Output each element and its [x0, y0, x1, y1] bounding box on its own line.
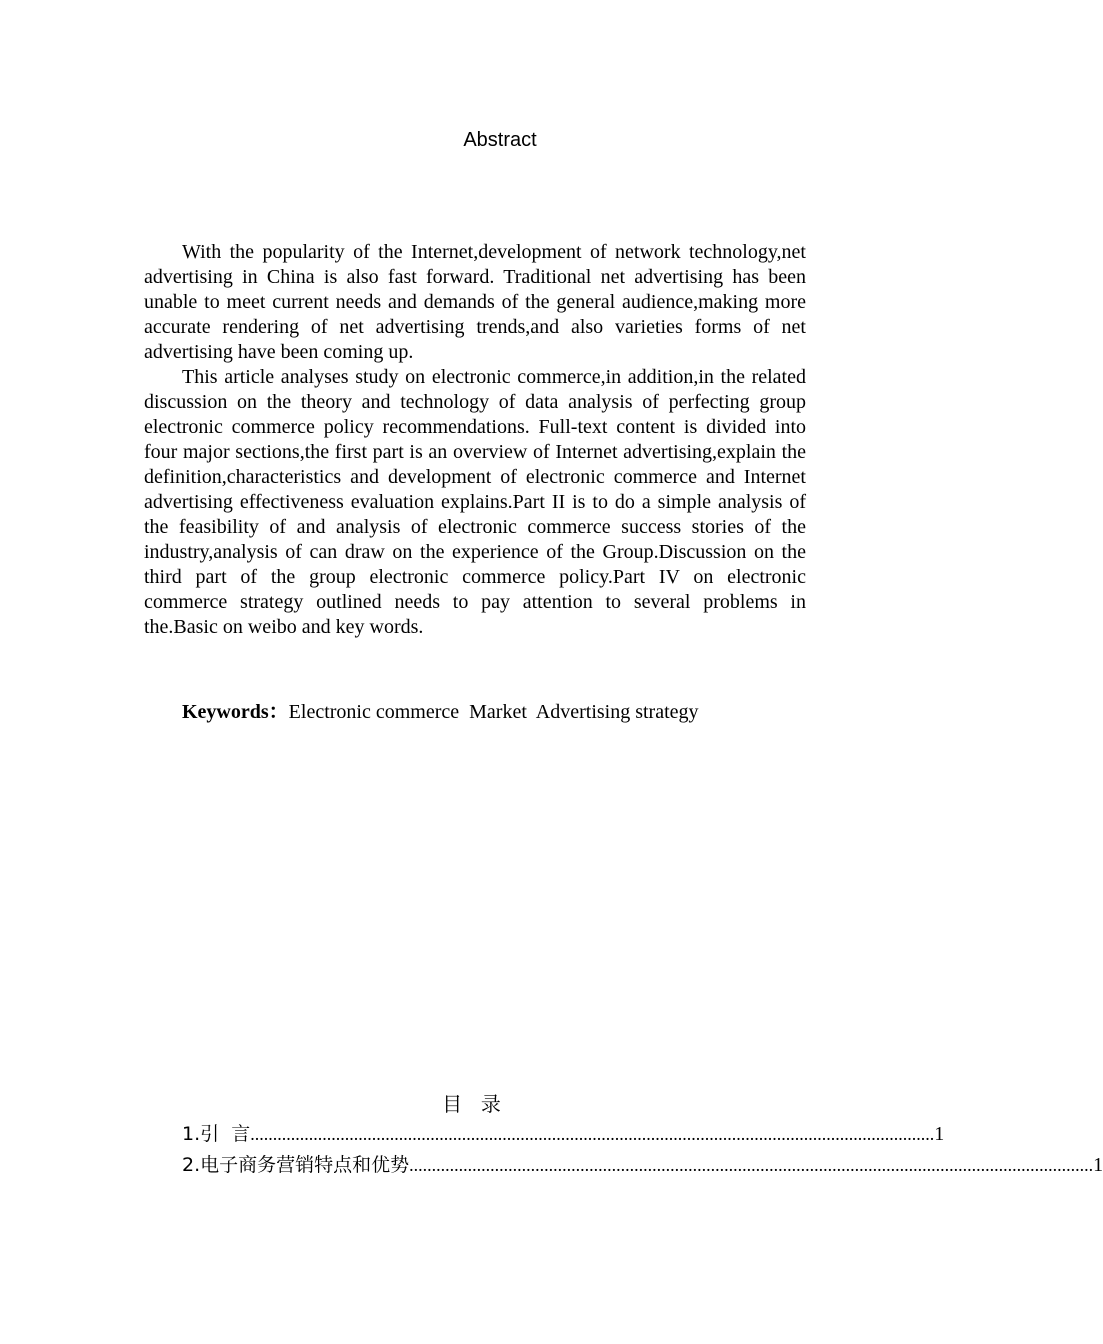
toc-entry-label: 2.电子商务营销特点和优势: [182, 1154, 410, 1176]
abstract-title: Abstract: [463, 129, 537, 151]
keywords-label: Keywords：: [182, 701, 289, 723]
toc-leader-dots: ........................................................................................................................................................: [409, 1155, 1094, 1175]
keywords-text: Electronic commerce Market Advertising strategy: [288, 701, 699, 723]
toc-title: 目 录: [442, 1092, 503, 1116]
table-of-contents: [182, 1122, 1103, 1184]
abstract-paragraph-1: With the popularity of the Internet,development of network technology,net advertising in China is also fast forward. Traditional net advertising has been unable to meet current needs and demands of the general audience,making more accurate rendering of net advertising trends,and also varieties forms of net advertising have been coming up.: [144, 241, 806, 363]
abstract-body: [144, 240, 806, 640]
toc-entry-page: 1: [1093, 1154, 1103, 1176]
toc-entry[interactable]: [182, 1153, 1103, 1184]
toc-entry[interactable]: [182, 1122, 945, 1153]
toc-entry-label: 1.引 言: [182, 1123, 251, 1145]
abstract-paragraph-2: This article analyses study on electronic commerce,in addition,in the related discussion on the theory and technology of data analysis of perfecting group electronic commerce policy recommendations. Full-text content is divided into four major sections,the first part is an overview of Internet advertising,explain the definition,characteristics and development of electronic commerce and Internet advertising effectiveness evaluation explains.Part II is to do a simple analysis of the feasibility of and analysis of electronic commerce success stories of the industry,analysis of can draw on the experience of the Group.Discussion on the third part of the group electronic commerce policy.Part IV on electronic commerce strategy outlined needs to pay attention to several problems in the.Basic on weibo and key words.: [144, 366, 806, 638]
keywords-line: [182, 700, 806, 725]
toc-entry-page: 1: [934, 1123, 945, 1145]
toc-leader-dots: ........................................................................................................................................................: [250, 1124, 935, 1144]
